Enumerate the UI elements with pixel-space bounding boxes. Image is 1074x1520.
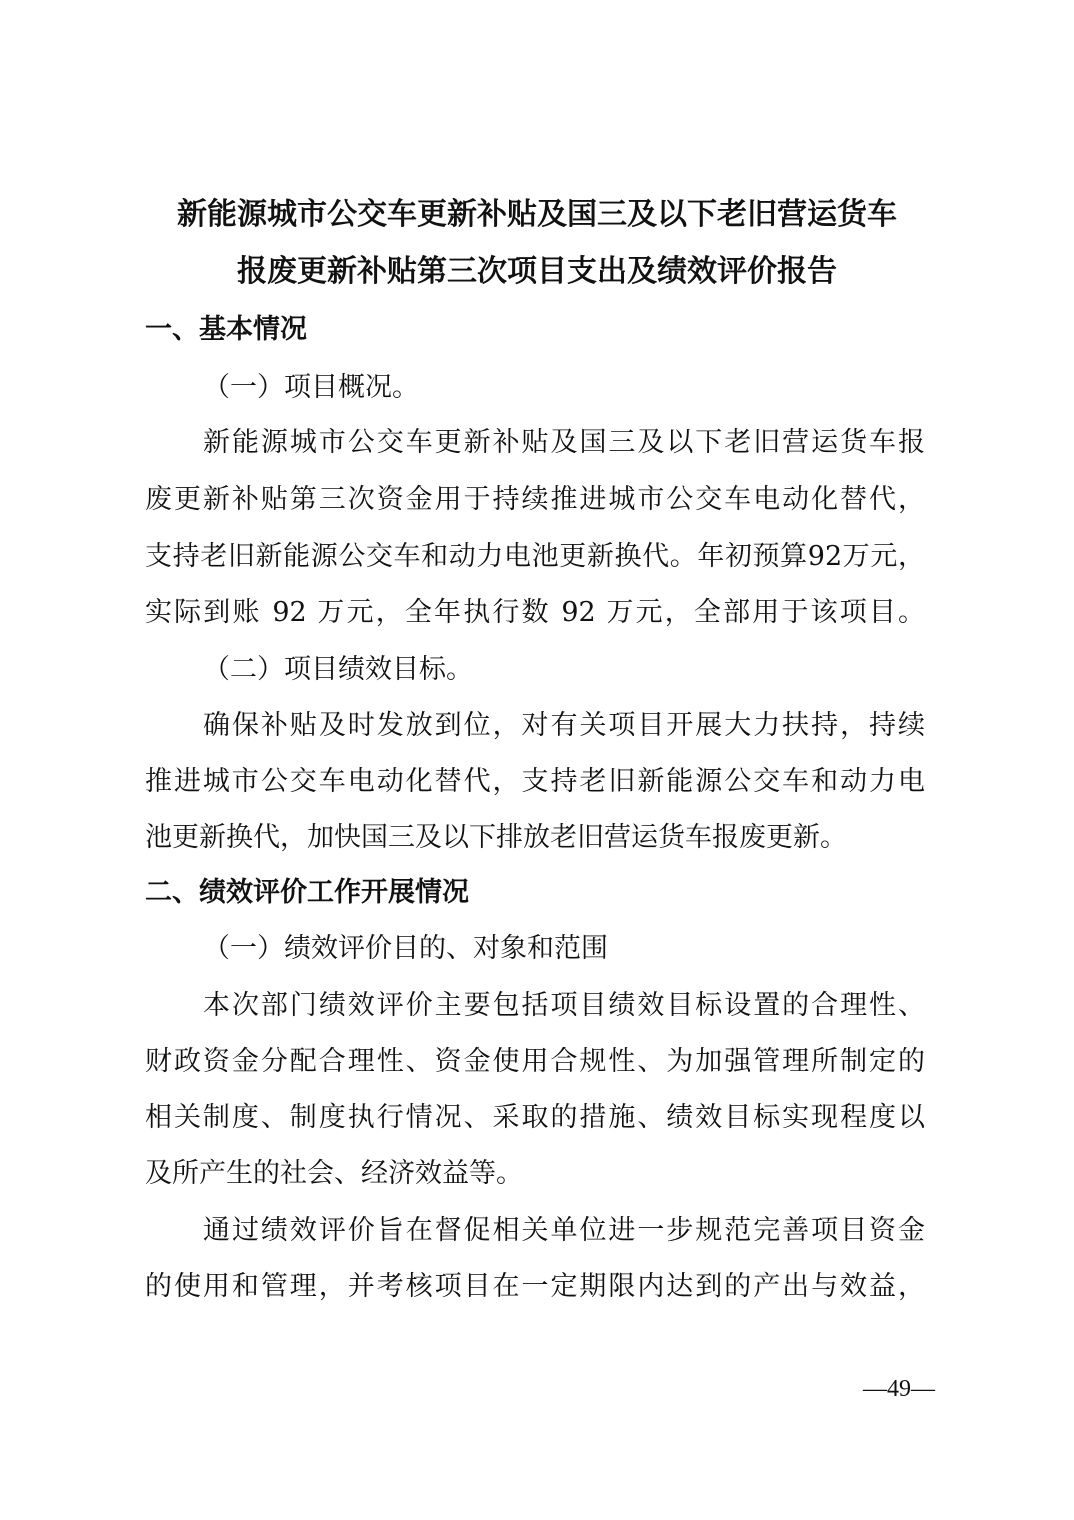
subheading: （一）绩效评价目的、对象和范围 [203, 933, 608, 964]
title-line-2: 报废更新补贴第三次项目支出及绩效评价报告 [237, 254, 837, 289]
paragraph-line: 新能源城市公交车更新补贴及国三及以下老旧营运货车报 [203, 427, 925, 458]
section-heading-2: 二、绩效评价工作开展情况 [145, 877, 469, 908]
title-line-1: 新能源城市公交车更新补贴及国三及以下老旧营运货车 [177, 197, 897, 232]
paragraph-line: 本次部门绩效评价主要包括项目绩效目标设置的合理性、 [203, 990, 925, 1021]
paragraph-line: 通过绩效评价旨在督促相关单位进一步规范完善项目资金 [203, 1215, 925, 1246]
paragraph-line: 废更新补贴第三次资金用于持续推进城市公交车电动化替代， [145, 484, 925, 515]
paragraph-line: 财政资金分配合理性、资金使用合规性、为加强管理所制定的 [145, 1046, 925, 1077]
paragraph-line: 池更新换代，加快国三及以下排放老旧营运货车报废更新。 [145, 822, 847, 853]
page-number: —49— [863, 1376, 935, 1402]
paragraph-line: 相关制度、制度执行情况、采取的措施、绩效目标实现程度以 [145, 1102, 925, 1133]
subheading: （二）项目绩效目标。 [203, 654, 473, 685]
paragraph-line: 确保补贴及时发放到位，对有关项目开展大力扶持，持续 [203, 710, 925, 741]
paragraph-line: 及所产生的社会、经济效益等。 [145, 1158, 523, 1189]
paragraph-line: 实际到账 92 万元，全年执行数 92 万元，全部用于该项目。 [145, 597, 925, 628]
subheading: （一）项目概况。 [203, 372, 419, 403]
paragraph-line: 支持老旧新能源公交车和动力电池更新换代。年初预算92万元， [145, 541, 925, 572]
paragraph-line: 推进城市公交车电动化替代，支持老旧新能源公交车和动力电 [145, 766, 925, 797]
section-heading-1: 一、基本情况 [145, 314, 307, 345]
paragraph-line: 的使用和管理，并考核项目在一定期限内达到的产出与效益， [145, 1271, 925, 1302]
